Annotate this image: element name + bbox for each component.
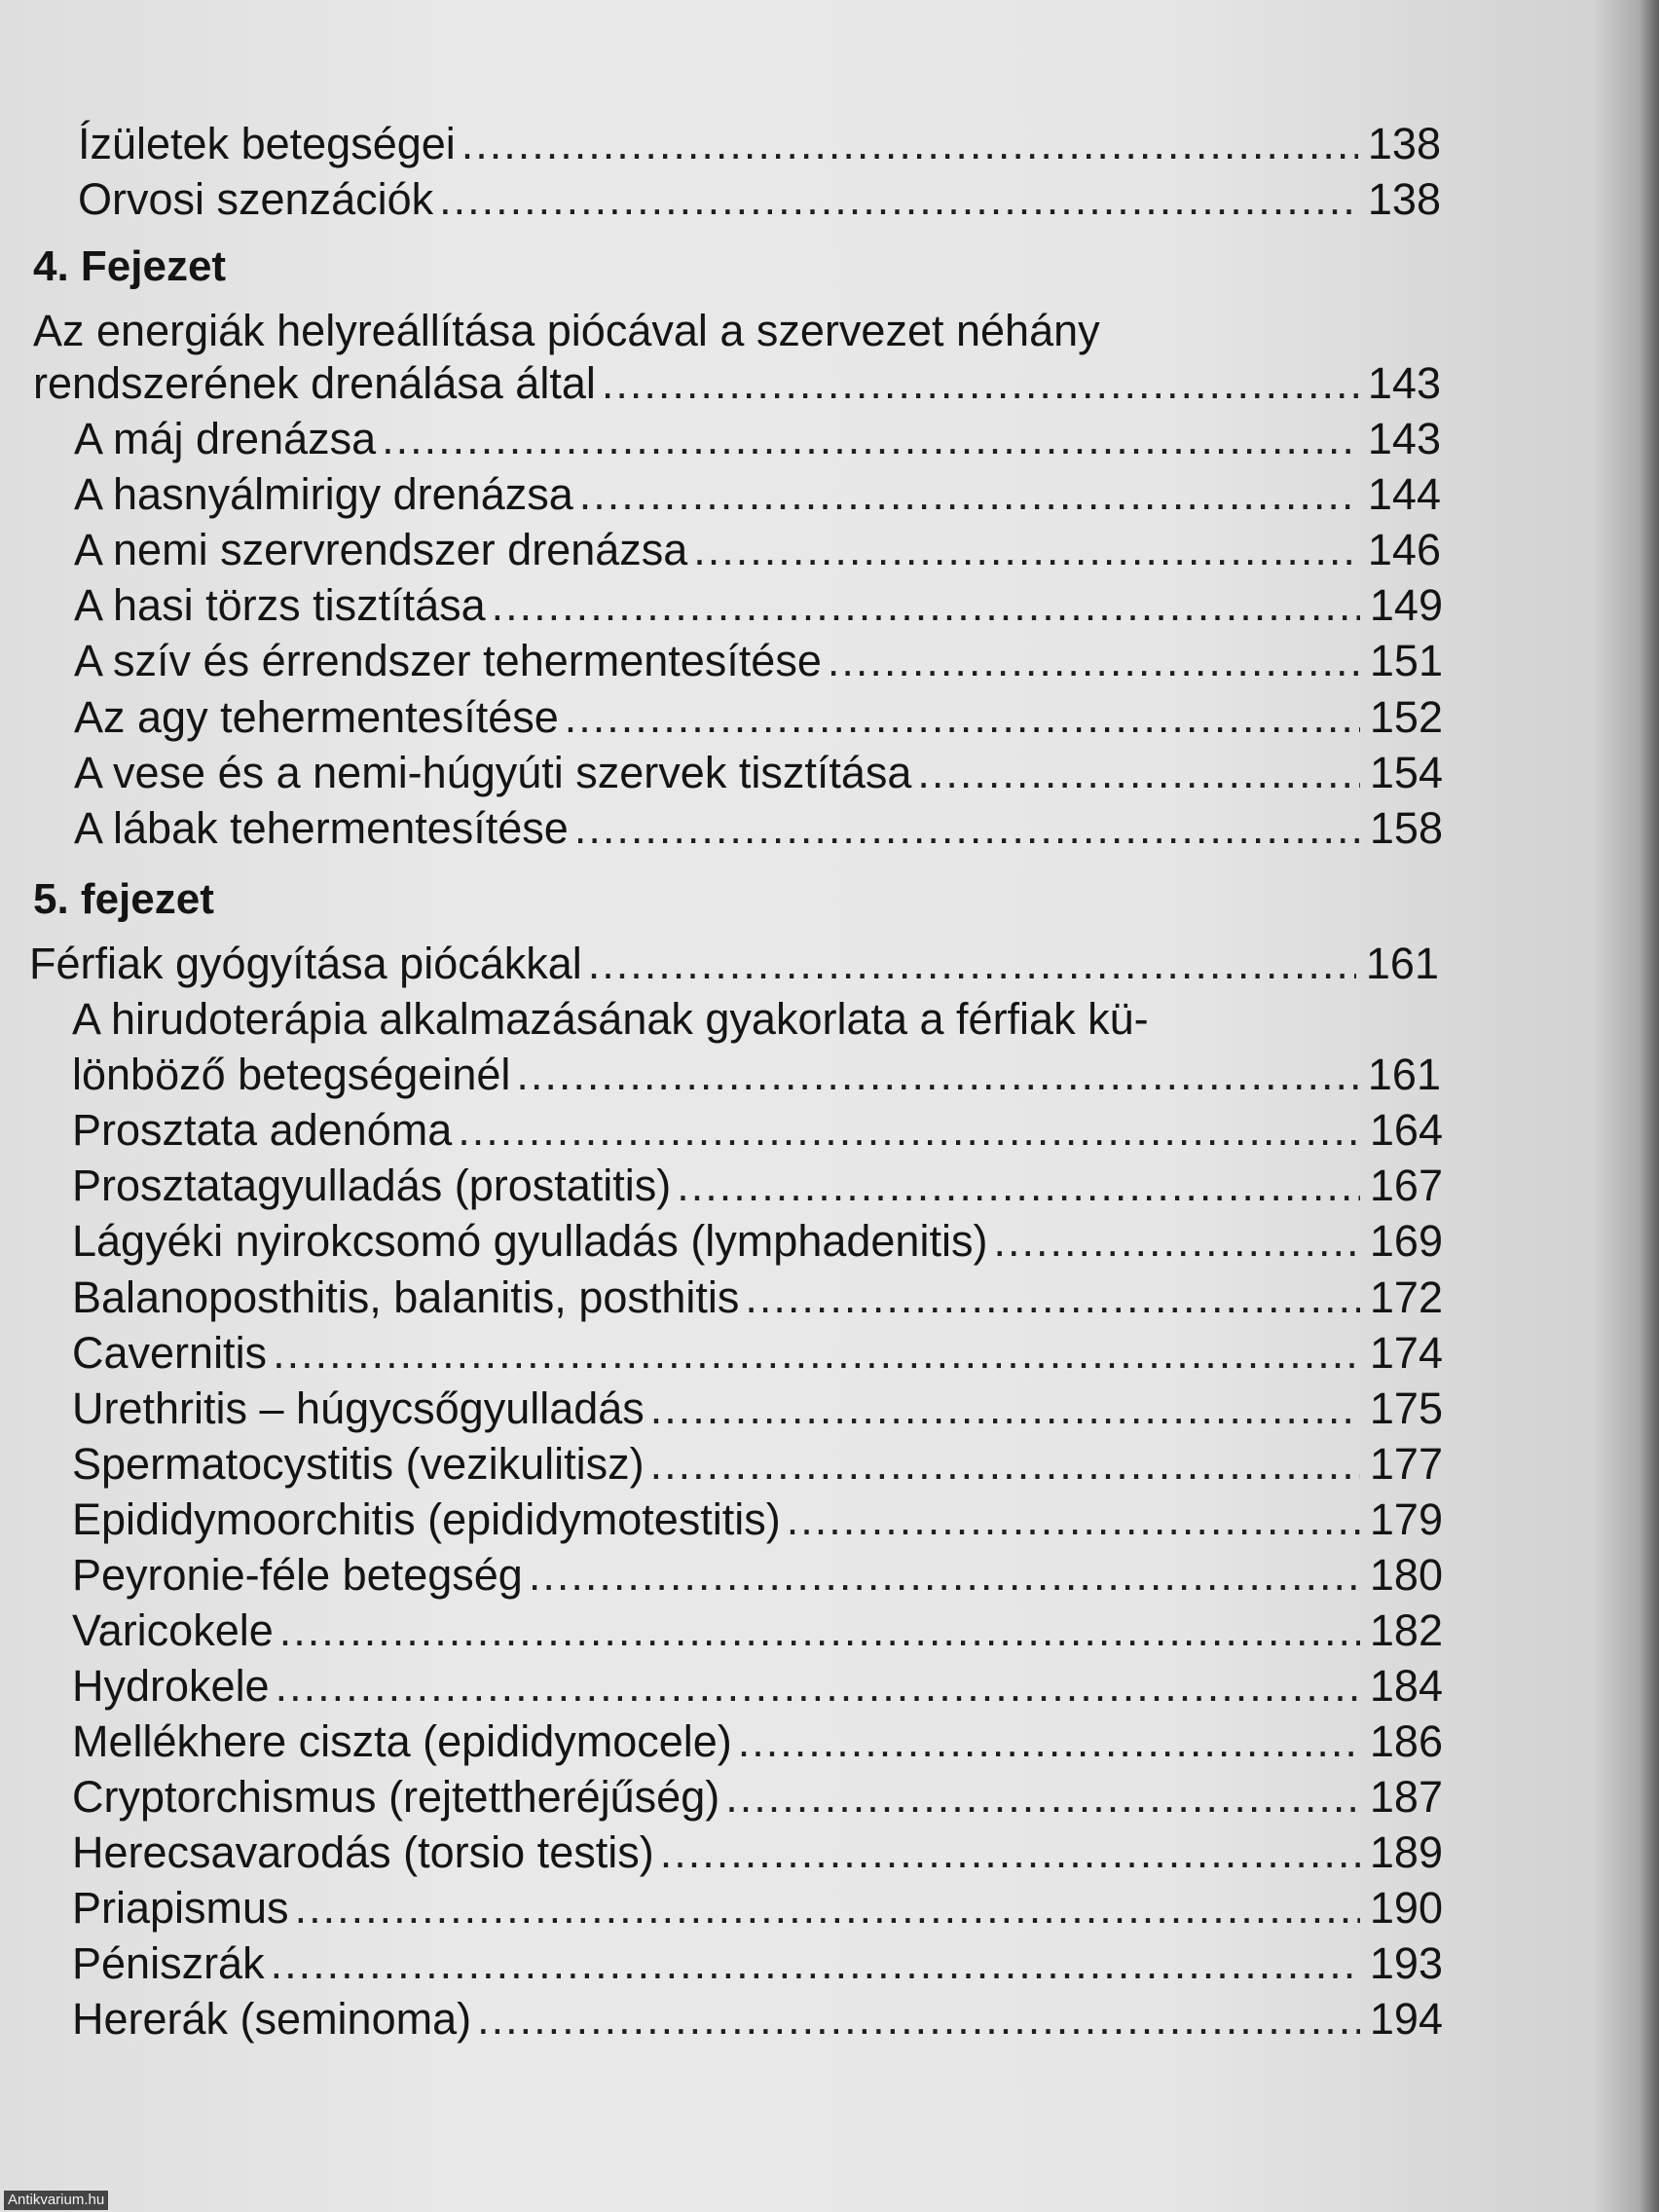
dot-leader <box>279 1604 1360 1658</box>
toc-entry <box>72 1992 1443 2046</box>
toc-entry-title: Prosztata adenóma <box>72 1105 453 1155</box>
toc-entry <box>72 1437 1443 1492</box>
toc-page-number: 182 <box>1369 1605 1443 1655</box>
toc-entry <box>72 1770 1443 1825</box>
toc-page-number: 138 <box>1367 119 1441 168</box>
toc-entry <box>29 937 1439 991</box>
toc-entry-title: lönböző betegségeinél <box>72 1050 511 1099</box>
toc-page-number: 187 <box>1369 1772 1443 1822</box>
toc-entry-title: Priapismus <box>72 1883 289 1933</box>
toc-entry <box>74 801 1443 856</box>
toc-entry-title: A hasnyálmirigy drenázsa <box>74 469 573 519</box>
toc-page-number: 161 <box>1367 1050 1441 1099</box>
toc-entry-title: Lágyéki nyirokcsomó gyulladás (lymphadenitis) <box>72 1216 988 1266</box>
dot-leader <box>565 690 1360 745</box>
toc-entry-title: A nemi szervrendszer drenázsa <box>74 525 688 574</box>
toc-entry <box>72 1048 1441 1102</box>
toc-entry-continuation <box>33 304 1396 358</box>
toc-page-number: 138 <box>1367 174 1441 224</box>
toc-page-number: 143 <box>1367 358 1441 408</box>
toc-entry <box>78 172 1441 227</box>
toc-page-number: 180 <box>1369 1550 1443 1600</box>
toc-entry-title: A szív és érrendszer tehermentesítése <box>74 636 822 685</box>
dot-leader <box>574 801 1360 856</box>
toc-entry <box>72 1103 1443 1158</box>
toc-entry <box>72 1159 1443 1213</box>
dot-leader <box>993 1214 1359 1269</box>
toc-entry-continuation <box>72 992 1435 1047</box>
toc-entry <box>72 1604 1443 1658</box>
toc-entry <box>74 634 1443 688</box>
toc-entry <box>74 578 1443 633</box>
toc-entry-title: A hirudoterápia alkalmazásának gyakorlata a férfiak kü- <box>72 994 1149 1044</box>
dot-leader <box>650 1437 1360 1492</box>
toc-entry-title: Peyronie-féle betegség <box>72 1550 523 1600</box>
dot-leader <box>693 523 1358 577</box>
dot-leader <box>439 172 1358 227</box>
toc-page-number: 154 <box>1369 748 1443 797</box>
dot-leader <box>787 1493 1360 1547</box>
toc-entry <box>72 1214 1443 1269</box>
toc-entry <box>72 1825 1443 1880</box>
toc-entry-title: A hasi törzs tisztítása <box>74 580 486 630</box>
toc-page-number: 189 <box>1369 1827 1443 1877</box>
toc-entry <box>72 1382 1443 1436</box>
dot-leader <box>461 117 1358 171</box>
toc-page-number: 179 <box>1369 1494 1443 1544</box>
toc-entry-title: Férfiak gyógyítása piócákkal <box>29 939 582 988</box>
dot-leader <box>725 1770 1360 1825</box>
dot-leader <box>492 578 1360 633</box>
toc-page-number: 190 <box>1369 1883 1443 1933</box>
chapter-heading <box>33 872 1396 927</box>
dot-leader <box>276 1659 1360 1714</box>
toc-entry <box>72 1936 1443 1991</box>
dot-leader <box>295 1881 1360 1936</box>
dot-leader <box>917 746 1360 800</box>
toc-entry-title: Az energiák helyreállítása piócával a szervezet néhány <box>33 306 1100 355</box>
toc-entry-title: Balanoposthitis, balanitis, posthitis <box>72 1272 740 1322</box>
toc-entry-title: Urethritis – húgycsőgyulladás <box>72 1383 645 1433</box>
toc-entry-title: Epididymoorchitis (epididymotestitis) <box>72 1494 781 1544</box>
toc-page-number: 186 <box>1369 1716 1443 1766</box>
toc-entry-title: Péniszrák <box>72 1938 265 1988</box>
toc-entry <box>74 746 1443 800</box>
dot-leader <box>660 1825 1360 1880</box>
toc-entry-title: Orvosi szenzációk <box>78 174 434 224</box>
toc-entry-title: rendszerének drenálása által <box>33 358 596 408</box>
toc-entry-title: Varicokele <box>72 1605 274 1655</box>
toc-page-number: 164 <box>1369 1105 1443 1155</box>
toc-page-number: 149 <box>1369 580 1443 630</box>
toc-entry-title: Prosztatagyulladás (prostatitis) <box>72 1161 672 1210</box>
toc-page-number: 174 <box>1369 1328 1443 1378</box>
toc-entry <box>74 412 1441 466</box>
toc-entry <box>72 1548 1443 1603</box>
toc-entry-title: A lábak tehermentesítése <box>74 803 569 853</box>
toc-entry <box>72 1493 1443 1547</box>
toc-page-number: 143 <box>1367 414 1441 463</box>
toc-entry-title: 5. fejezet <box>33 875 214 923</box>
toc-entry <box>72 1659 1443 1714</box>
dot-leader <box>602 356 1358 411</box>
dot-leader <box>273 1326 1360 1381</box>
toc-entry-title: Cavernitis <box>72 1328 268 1378</box>
dot-leader <box>588 937 1356 991</box>
toc-entry-title: Hydrokele <box>72 1661 270 1711</box>
toc-page-number: 172 <box>1369 1272 1443 1322</box>
toc-page-number: 161 <box>1365 939 1439 988</box>
dot-leader <box>477 1992 1360 2046</box>
dot-leader <box>579 467 1358 522</box>
dot-leader <box>529 1548 1360 1603</box>
toc-page-number: 151 <box>1369 636 1443 685</box>
toc-entry <box>72 1326 1443 1381</box>
toc-page-number: 193 <box>1369 1938 1443 1988</box>
toc-entry <box>72 1271 1443 1325</box>
toc-entry-title: Cryptorchismus (rejtettheréjűség) <box>72 1772 720 1822</box>
toc-page-number: 146 <box>1367 525 1441 574</box>
toc-entry-title: A vese és a nemi-húgyúti szervek tisztítása <box>74 748 912 797</box>
toc-entry <box>78 117 1441 171</box>
toc-entry-title: Az agy tehermentesítése <box>74 692 559 742</box>
toc-page-number: 194 <box>1369 1994 1443 2044</box>
dot-leader <box>271 1936 1360 1991</box>
toc-entry <box>74 523 1441 577</box>
toc-entry <box>74 690 1443 745</box>
dot-leader <box>650 1382 1360 1436</box>
toc-page-number: 175 <box>1369 1383 1443 1433</box>
dot-leader <box>458 1103 1360 1158</box>
toc-entry <box>72 1714 1443 1769</box>
watermark: Antikvarium.hu <box>4 2191 108 2210</box>
toc-entry <box>33 356 1441 411</box>
toc-entry-title: A máj drenázsa <box>74 414 377 463</box>
toc-page-number: 144 <box>1367 469 1441 519</box>
dot-leader <box>828 634 1360 688</box>
toc-page-number: 167 <box>1369 1161 1443 1210</box>
toc-entry-title: Herecsavarodás (torsio testis) <box>72 1827 654 1877</box>
dot-leader <box>516 1048 1358 1102</box>
chapter-heading <box>33 240 1396 294</box>
toc-entry <box>74 467 1441 522</box>
dot-leader <box>677 1159 1360 1213</box>
dot-leader <box>382 412 1358 466</box>
toc-entry-title: Mellékhere ciszta (epididymocele) <box>72 1716 732 1766</box>
toc-entry-title: Spermatocystitis (vezikulitisz) <box>72 1439 645 1489</box>
toc-page-number: 184 <box>1369 1661 1443 1711</box>
dot-leader <box>738 1714 1360 1769</box>
toc-entry-title: Ízületek betegségei <box>78 119 456 168</box>
toc-page-number: 158 <box>1369 803 1443 853</box>
toc-entry-title: Hererák (seminoma) <box>72 1994 472 2044</box>
dot-leader <box>745 1271 1360 1325</box>
toc-page-number: 169 <box>1369 1216 1443 1266</box>
toc-entry <box>72 1881 1443 1936</box>
toc-page-number: 177 <box>1369 1439 1443 1489</box>
toc-page-number: 152 <box>1369 692 1443 742</box>
toc-entry-title: 4. Fejezet <box>33 242 227 290</box>
